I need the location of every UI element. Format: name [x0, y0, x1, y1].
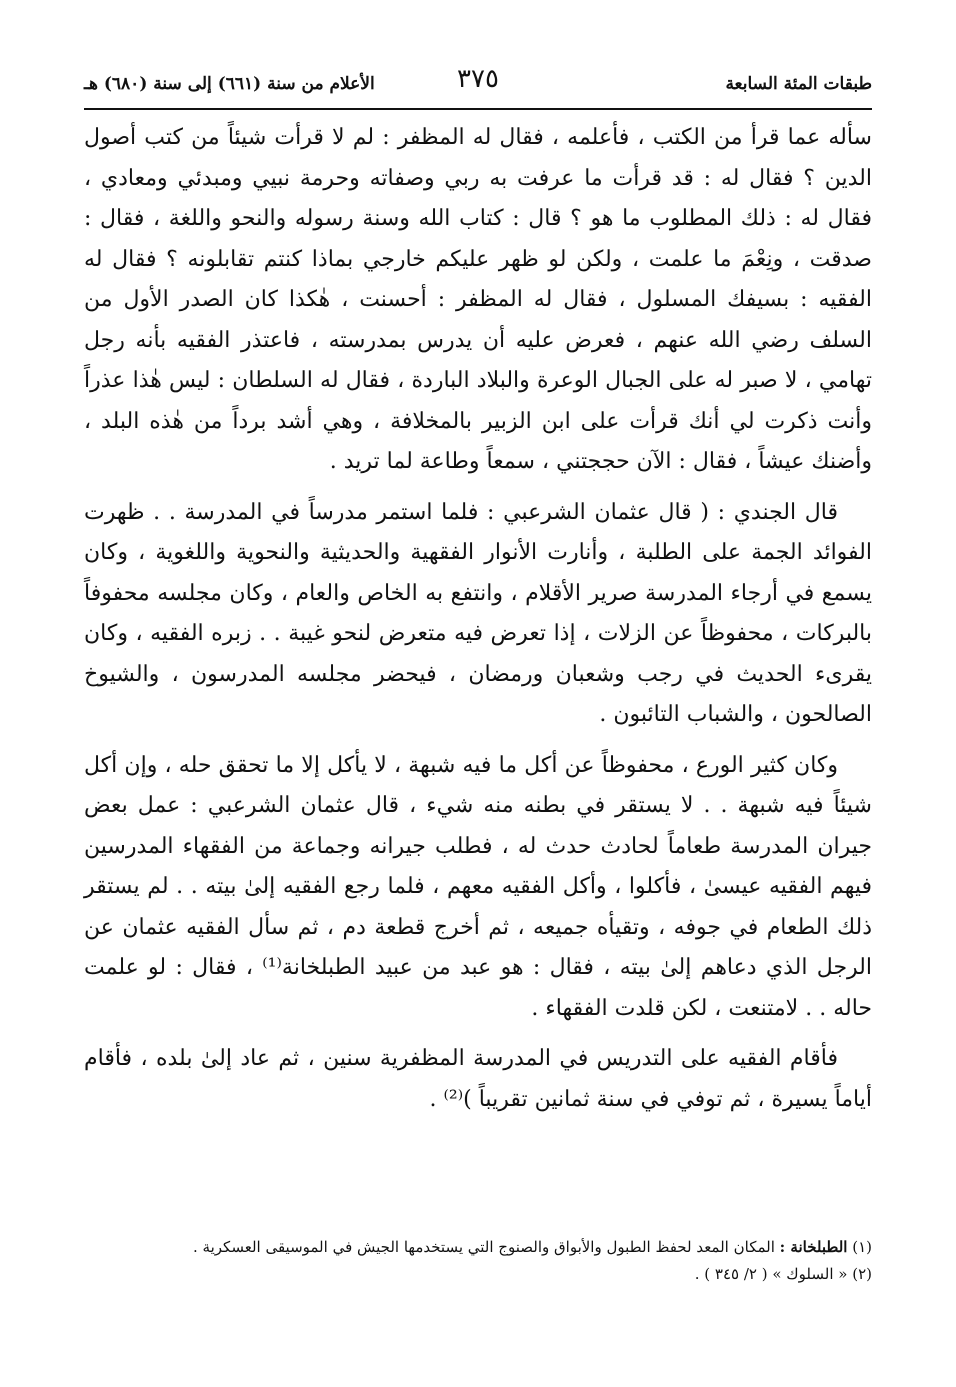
paragraph: فأقام الفقيه على التدريس في المدرسة المظفرية سنين ، ثم عاد إلىٰ بلده ، فأقام أياماً يسيرة ، ثم توفي في سنة ثمانين تقريباً )⁽²⁾ .	[84, 1046, 872, 1112]
footnote	[150, 1234, 872, 1261]
footnote-number: (٢)	[852, 1265, 872, 1283]
footnote-text: « السلوك » ( ٢/ ٣٤٥ ) .	[694, 1265, 848, 1283]
running-header	[84, 60, 872, 104]
footnote-term: الطبلخانة :	[779, 1238, 848, 1256]
header-rule	[84, 108, 872, 110]
paragraph: قال الجندي : ( قال عثمان الشرعبي : فلما استمر مدرساً في المدرسة . . ظهرت الفوائد الجمة على الطلبة ، وأنارت الأنوار الفقهية والحديثية والنحوية واللغوية ، وكان يسمع في أرجاء المدرسة صرير الأقلام ، وانتفع به الخاص والعام ، وكان مجلسه محفوفاً بالبركات ، محفوظاً عن الزلات ، إذا تعرض فيه متعرض لنحو غيبة . . زبره الفقيه ، وكان يقرىء الحديث في رجب وشعبان ورمضان ، فيحضر مجلسه المدرسون ، والشيوخ الصالحون ، والشباب التائبون .	[84, 499, 872, 727]
footnote	[150, 1261, 872, 1288]
footnote-number: (١)	[852, 1238, 872, 1256]
paragraph: وكان كثير الورع ، محفوظاً عن أكل ما فيه شبهة ، لا يأكل إلا ما تحقق حله ، وإن أكل شيئاً فيه شبهة . . لا يستقر في بطنه منه شيء ، قال عثمان الشرعبي : عمل بعض جيران المدرسة طعاماً لحادث حدث له ، فطلب جيرانه وجماعة من الفقهاء المدرسين فيهم الفقيه عيسىٰ ، فأكلوا ، وأكل الفقيه معهم ، فلما رجع الفقيه إلىٰ بيته . . لم يستقر ذلك الطعام في جوفه ، وتقيأه جميعه ، ثم أخرج قطعة دم ، ثم سأل الفقيه عثمان عن الرجل الذي دعاهم إلىٰ بيته ، فقال : هو عبد من عبيد الطبلخانة⁽¹⁾ ، فقال : لو علمت حاله . . لامتنعت ، لكن قلدت الفقهاء .	[84, 752, 873, 1021]
footnote-text: المكان المعد لحفظ الطبول والأبواق والصنوج التي يستخدمها الجيش في الموسيقى العسكرية .	[193, 1238, 775, 1256]
range-title: الأعلام من سنة (٦٦١) إلى سنة (٦٨٠) هـ	[84, 74, 375, 94]
section-title: طبقات المئة السابعة	[725, 74, 872, 94]
page-number: ٣٧٥	[457, 64, 499, 94]
paragraph: سأله عما قرأ من الكتب ، فأعلمه ، فقال له المظفر : لم لا قرأت شيئاً من كتب أصول الدين ؟ فقال له : قد قرأت ما عرفت به ربي وصفاته وحرمة نبيي ومبدئي ومعادي ، فقال له : ذلك المطلوب ما هو ؟ قال : كتاب الله وسنة رسوله والنحو واللغة ، فقال : صدقت ، ونِعْمَ ما علمت ، ولكن لو ظهر عليكم خارجي بماذا كنتم تقابلونه ؟ فقال له الفقيه : بسيفك المسلول ، فقال له المظفر : أحسنت ، هٰكذا كان الصدر الأول من السلف رضي الله عنهم ، فعرض عليه أن يدرس بمدرسته ، فاعتذر الفقيه بأنه رجل تهامي ، لا صبر له على الجبال الوعرة والبلاد الباردة ، فقال له السلطان : ليس هٰذا عذراً وأنت ذكرت لي أنك قرأت على ابن الزبير بالمخلافة ، وهي أشد برداً من هٰذه البلد ، وأضنك عيشاً ، فقال : الآن حججتني ، سمعاً وطاعة لما تريد .	[84, 125, 872, 474]
main-text	[84, 118, 872, 1130]
footnotes	[150, 1234, 872, 1288]
